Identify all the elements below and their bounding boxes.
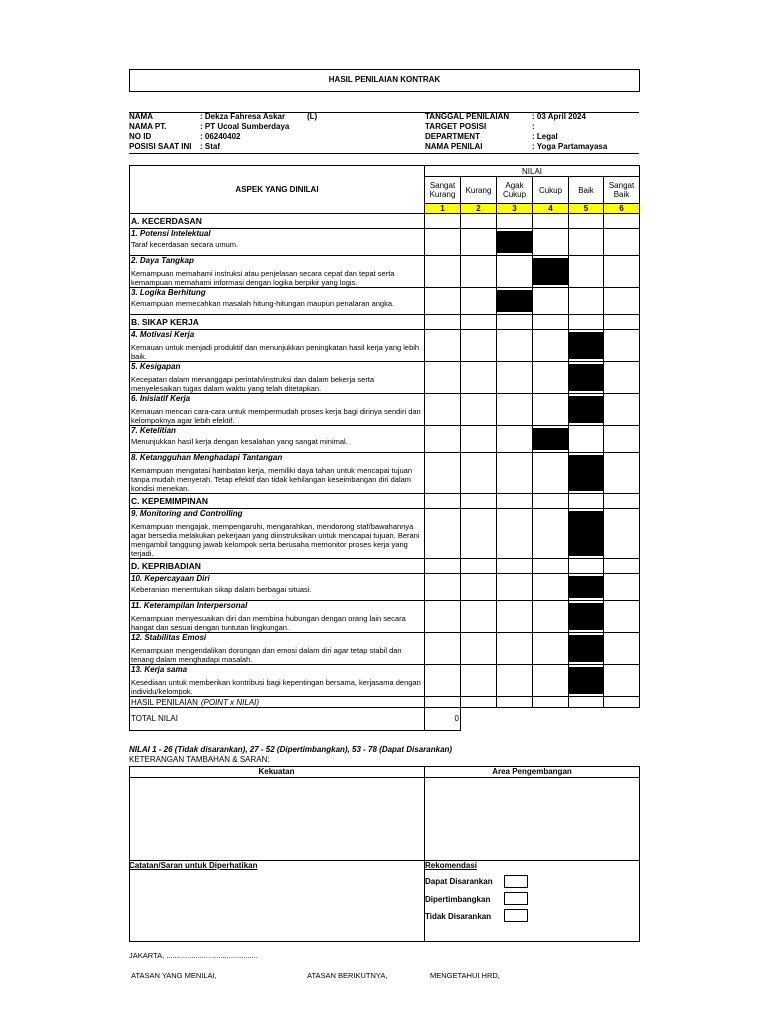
score-cell-5[interactable] (569, 509, 604, 559)
score-cell-5[interactable] (569, 633, 604, 665)
info-posisi-label: POSISI SAAT INI (129, 142, 192, 151)
signature-berikutnya: ATASAN BERIKUTNYA, (307, 971, 388, 980)
hasil-score-cell (569, 697, 604, 708)
section-cell (569, 315, 604, 330)
criteria-row (130, 394, 640, 426)
score-cell-3[interactable] (497, 574, 533, 601)
keterangan-label: KETERANGAN TAMBAHAN & SARAN: (129, 755, 270, 764)
score-cell-1[interactable] (425, 229, 461, 256)
criteria-row (130, 362, 640, 394)
criteria-title: 4. Motivasi Kerja (131, 330, 195, 339)
criteria-row (130, 601, 640, 633)
score-cell-3[interactable] (497, 453, 533, 494)
info-bottom-rule (129, 153, 639, 154)
score-cell-6[interactable] (604, 509, 640, 559)
score-cell-2[interactable] (461, 394, 497, 426)
score-cell-6[interactable] (604, 601, 640, 633)
score-cell-2[interactable] (461, 288, 497, 315)
info-nama-label: NAMA (129, 112, 153, 121)
score-cell-6[interactable] (604, 229, 640, 256)
score-cell-2[interactable] (461, 362, 497, 394)
score-cell-6[interactable] (604, 665, 640, 697)
score-cell-5[interactable] (569, 453, 604, 494)
score-mark (569, 635, 603, 662)
info-id-value: : 06240402 (200, 132, 241, 141)
scale-label-1: Sangat Kurang (425, 177, 461, 204)
score-cell-4[interactable] (533, 426, 569, 453)
score-cell-4[interactable] (533, 665, 569, 697)
section-cell (497, 494, 533, 509)
criteria-title: 11. Keterampilan Interpersonal (131, 601, 248, 610)
scale-number-1: 1 (425, 204, 461, 214)
evaluation-table (129, 165, 640, 731)
score-cell-4[interactable] (533, 453, 569, 494)
criteria-row (130, 574, 640, 601)
info-pt-value: : PT Ucoal Sumberdaya (200, 122, 290, 131)
criteria-description: Kesediaan untuk memberikan kontribusi bagi kepentingan bersama, kerjasama dengan individu/kelompok. (131, 678, 421, 696)
suggestion-box (129, 766, 640, 942)
score-cell-5[interactable] (569, 330, 604, 362)
score-cell-1[interactable] (425, 394, 461, 426)
score-mark (569, 511, 603, 556)
criteria-cell (130, 453, 425, 494)
scale-number-6: 6 (604, 204, 640, 214)
score-cell-1[interactable] (425, 453, 461, 494)
scale-label-4: Cukup (533, 177, 569, 204)
score-cell-5[interactable] (569, 665, 604, 697)
section-cell (425, 559, 461, 574)
score-cell-6[interactable] (604, 362, 640, 394)
criteria-row (130, 229, 640, 256)
hasil-score-cell (461, 697, 497, 708)
score-cell-1[interactable] (425, 601, 461, 633)
section-cell (461, 559, 497, 574)
score-cell-4[interactable] (533, 362, 569, 394)
score-cell-2[interactable] (461, 574, 497, 601)
score-cell-1[interactable] (425, 330, 461, 362)
criteria-description: Menunjukkan hasil kerja dengan kesalahan yang sangat minimal. (131, 437, 348, 446)
score-cell-4[interactable] (533, 601, 569, 633)
criteria-description: Kemampuan memecahkan masalah hitung-hitungan maupun penalaran angka. (131, 299, 395, 308)
criteria-row (130, 330, 640, 362)
score-cell-2[interactable] (461, 633, 497, 665)
section-cell (569, 214, 604, 229)
option-dapat-label: Dapat Disarankan (425, 877, 493, 886)
criteria-title: 5. Kesigapan (131, 362, 181, 371)
criteria-cell (130, 601, 425, 633)
option-pertimbang-checkbox[interactable] (504, 892, 528, 905)
score-mark (569, 455, 603, 491)
score-cell-5[interactable] (569, 288, 604, 315)
score-cell-4[interactable] (533, 330, 569, 362)
criteria-title: 8. Ketangguhan Menghadapi Tantangan (131, 453, 283, 462)
section-cell (604, 214, 640, 229)
scale-label-5: Baik (569, 177, 604, 204)
score-mark (497, 231, 532, 253)
section-title: B. SIKAP KERJA (130, 315, 425, 330)
score-cell-2[interactable] (461, 426, 497, 453)
criteria-cell (130, 288, 425, 315)
hasil-score-cell (425, 697, 461, 708)
score-cell-2[interactable] (461, 229, 497, 256)
score-cell-4[interactable] (533, 633, 569, 665)
hasil-row (130, 697, 640, 708)
section-cell (425, 494, 461, 509)
score-cell-3[interactable] (497, 362, 533, 394)
criteria-title: 6. Inisiatif Kerja (131, 394, 191, 403)
criteria-description: Kemauan mencari cara-cara untuk mempermudah proses kerja bagi dirinya sendiri dan kelompoknya agar lebih efektif. (131, 407, 421, 425)
criteria-description: Kemampuan mengajak, mempengaruhi, mengarahkan, mendorong staf/bawahannya agar bersedia melakukan pekerjaan yang diinstruksikan untuk mencapai tujuan. Berani mengambil tanggung jawab kelompok serta berusaha memonitor proses kerja yang terjadi. (131, 522, 420, 558)
info-pt-label: NAMA PT. (129, 122, 167, 131)
section-cell (497, 214, 533, 229)
score-cell-3[interactable] (497, 330, 533, 362)
score-cell-3[interactable] (497, 426, 533, 453)
score-cell-5[interactable] (569, 256, 604, 288)
section-cell (604, 494, 640, 509)
score-cell-5[interactable] (569, 426, 604, 453)
kekuatan-header: Kekuatan (258, 767, 295, 776)
section-cell (461, 494, 497, 509)
section-cell (461, 315, 497, 330)
criteria-title: 13. Kerja sama (131, 665, 188, 674)
score-mark (569, 364, 603, 391)
criteria-title: 1. Potensi Intelektual (131, 229, 211, 238)
section-title: D. KEPRIBADIAN (130, 559, 425, 574)
scale-number-5: 5 (569, 204, 604, 214)
criteria-title: 9. Monitoring and Controlling (131, 509, 243, 518)
scale-number-3: 3 (497, 204, 533, 214)
criteria-description: Kemampuan mengatasi hambatan kerja, memiliki daya tahan untuk mencapai tujuan tanpa mudah menyerah. Tetap efektif dan tidak kehilangan keseimbangan diri dalam kondisi menekan. (131, 466, 412, 493)
criteria-description: Taraf kecerdasan secara umum. (131, 240, 239, 249)
section-row (130, 315, 640, 330)
hasil-label: HASIL PENILAIAN (131, 697, 198, 707)
criteria-title: 3. Logika Berhitung (131, 288, 206, 297)
criteria-row (130, 633, 640, 665)
score-cell-6[interactable] (604, 633, 640, 665)
section-cell (604, 559, 640, 574)
score-cell-3[interactable] (497, 665, 533, 697)
hasil-score-cell (604, 697, 640, 708)
criteria-row (130, 288, 640, 315)
criteria-title: 12. Stabilitas Emosi (131, 633, 207, 642)
score-cell-3[interactable] (497, 229, 533, 256)
criteria-row (130, 256, 640, 288)
criteria-description: Kemauan untuk menjadi produktif dan menunjukkan peningkatan hasil kerja yang lebih baik. (131, 343, 420, 361)
info-target-label: TARGET POSISI (425, 122, 487, 131)
score-cell-1[interactable] (425, 426, 461, 453)
score-cell-6[interactable] (604, 256, 640, 288)
section-cell (533, 494, 569, 509)
criteria-row (130, 453, 640, 494)
score-mark (569, 667, 603, 694)
criteria-cell (130, 574, 425, 601)
section-cell (425, 315, 461, 330)
score-cell-3[interactable] (497, 394, 533, 426)
option-tidak-checkbox[interactable] (504, 909, 528, 922)
hasil-formula: (POINT x NILAI) (200, 697, 260, 707)
score-cell-2[interactable] (461, 256, 497, 288)
criteria-cell (130, 229, 425, 256)
option-pertimbang-label: Dipertimbangkan (425, 895, 491, 904)
total-row (130, 708, 640, 731)
info-posisi-value: : Staf (200, 142, 220, 151)
section-cell (604, 315, 640, 330)
score-mark (533, 428, 568, 450)
section-cell (497, 559, 533, 574)
scale-label-6: Sangat Baik (604, 177, 640, 204)
section-cell (533, 214, 569, 229)
place-date: JAKARTA, ............................................ (129, 951, 258, 960)
criteria-description: Kemampuan mengendalikan dorongan dan emosi dalam diri agar tetap stabil dan tenang dalam menghadapi masalah. (131, 646, 402, 664)
criteria-cell (130, 394, 425, 426)
info-penilai-label: NAMA PENILAI (425, 142, 483, 151)
scale-number-2: 2 (461, 204, 497, 214)
criteria-row (130, 426, 640, 453)
score-mark (569, 603, 603, 630)
score-mark (569, 576, 603, 598)
info-target-value: : (532, 122, 535, 131)
score-cell-4[interactable] (533, 574, 569, 601)
total-blank (461, 708, 640, 731)
rekomendasi-label: Rekomendasi (425, 861, 478, 870)
section-cell (497, 315, 533, 330)
section-title: C. KEPEMIMPINAN (130, 494, 425, 509)
score-cell-5[interactable] (569, 574, 604, 601)
hasil-score-cell (497, 697, 533, 708)
option-dapat-checkbox[interactable] (504, 875, 528, 888)
score-cell-1[interactable] (425, 509, 461, 559)
criteria-description: Kemampuan memahami instruksi atau penjelasan secara cepat dan tepat serta kemampuan memahami informasi dengan logika berpikir yang logis. (131, 269, 395, 287)
score-cell-3[interactable] (497, 288, 533, 315)
score-cell-6[interactable] (604, 574, 640, 601)
criteria-cell (130, 256, 425, 288)
criteria-cell (130, 665, 425, 697)
score-cell-2[interactable] (461, 665, 497, 697)
score-cell-5[interactable] (569, 601, 604, 633)
score-mark (569, 332, 603, 359)
score-cell-4[interactable] (533, 288, 569, 315)
info-gender: (L) (307, 112, 318, 121)
scale-label-2: Kurang (461, 177, 497, 204)
score-cell-6[interactable] (604, 453, 640, 494)
score-cell-1[interactable] (425, 288, 461, 315)
criteria-description: Kemampuan menyesuaikan diri dan membina hubungan dengan orang lain secara hangat dan sesuai dengan tuntutan lingkungan. (131, 614, 406, 632)
info-penilai-value: : Yoga Partamayasa (532, 142, 608, 151)
score-cell-1[interactable] (425, 362, 461, 394)
signature-atasan: ATASAN YANG MENILAI, (131, 971, 217, 980)
criteria-title: 7. Ketelitian (131, 426, 176, 435)
score-cell-1[interactable] (425, 665, 461, 697)
criteria-title: 10. Kepercayaan Diri (131, 574, 210, 583)
option-tidak-label: Tidak Disarankan (425, 912, 492, 921)
info-dept-value: : Legal (532, 132, 558, 141)
scale-label-3: Agak Cukup (497, 177, 533, 204)
criteria-cell (130, 362, 425, 394)
score-cell-2[interactable] (461, 601, 497, 633)
total-value: 0 (425, 708, 461, 731)
score-cell-4[interactable] (533, 394, 569, 426)
score-cell-4[interactable] (533, 229, 569, 256)
info-dept-label: DEPARTMENT (425, 132, 480, 141)
section-row (130, 559, 640, 574)
score-mark (533, 258, 568, 285)
nilai-note: NILAI 1 - 26 (Tidak disarankan), 27 - 52 (Dipertimbangkan), 53 - 78 (Dapat Disarankan) (129, 745, 453, 754)
criteria-row (130, 509, 640, 559)
criteria-description: Keberanian menentukan sikap dalam berbagai situasi. (131, 585, 312, 594)
info-id-label: NO ID (129, 132, 152, 141)
score-cell-6[interactable] (604, 426, 640, 453)
criteria-cell (130, 509, 425, 559)
score-cell-5[interactable] (569, 394, 604, 426)
score-cell-1[interactable] (425, 574, 461, 601)
score-cell-3[interactable] (497, 256, 533, 288)
section-cell (425, 214, 461, 229)
info-tanggal-label: TANGGAL PENILAIAN (425, 112, 510, 121)
nilai-header: NILAI (425, 166, 640, 177)
criteria-cell (130, 330, 425, 362)
hasil-cell (130, 697, 425, 708)
score-cell-5[interactable] (569, 362, 604, 394)
criteria-description: Kecepatan dalam menanggapi perintah/instruksi dan dalam bekerja serta menyelesaikan tugas dalam waktu yang telah ditetapkan. (131, 375, 375, 393)
scale-number-4: 4 (533, 204, 569, 214)
score-cell-2[interactable] (461, 330, 497, 362)
score-cell-3[interactable] (497, 509, 533, 559)
signature-hrd: MENGETAHUI HRD, (430, 971, 500, 980)
score-cell-1[interactable] (425, 256, 461, 288)
area-header: Area Pengembangan (492, 767, 572, 776)
suggestion-header-rule (129, 777, 639, 778)
section-cell (533, 315, 569, 330)
score-cell-2[interactable] (461, 509, 497, 559)
score-cell-6[interactable] (604, 330, 640, 362)
score-cell-3[interactable] (497, 601, 533, 633)
criteria-title: 2. Daya Tangkap (131, 256, 194, 265)
score-cell-1[interactable] (425, 633, 461, 665)
section-cell (533, 559, 569, 574)
score-cell-5[interactable] (569, 229, 604, 256)
score-cell-2[interactable] (461, 453, 497, 494)
score-cell-4[interactable] (533, 256, 569, 288)
criteria-cell (130, 426, 425, 453)
catatan-label: Catatan/Saran untuk Diperhatikan (129, 861, 258, 870)
criteria-cell (130, 633, 425, 665)
section-title: A. KECERDASAN (130, 214, 425, 229)
criteria-row (130, 665, 640, 697)
score-cell-3[interactable] (497, 633, 533, 665)
score-cell-6[interactable] (604, 394, 640, 426)
info-tanggal-value: : 03 April 2024 (532, 112, 586, 121)
section-row (130, 494, 640, 509)
score-mark (569, 396, 603, 423)
score-cell-6[interactable] (604, 288, 640, 315)
info-nama-value: : Dekza Fahresa Askar (200, 112, 286, 121)
section-cell (461, 214, 497, 229)
section-cell (569, 559, 604, 574)
score-cell-4[interactable] (533, 509, 569, 559)
section-row (130, 214, 640, 229)
score-mark (497, 290, 532, 312)
aspect-header: ASPEK YANG DINILAI (130, 166, 425, 214)
total-label: TOTAL NILAI (130, 708, 425, 731)
page-title: HASIL PENILAIAN KONTRAK (328, 75, 441, 84)
section-cell (569, 494, 604, 509)
hasil-score-cell (533, 697, 569, 708)
